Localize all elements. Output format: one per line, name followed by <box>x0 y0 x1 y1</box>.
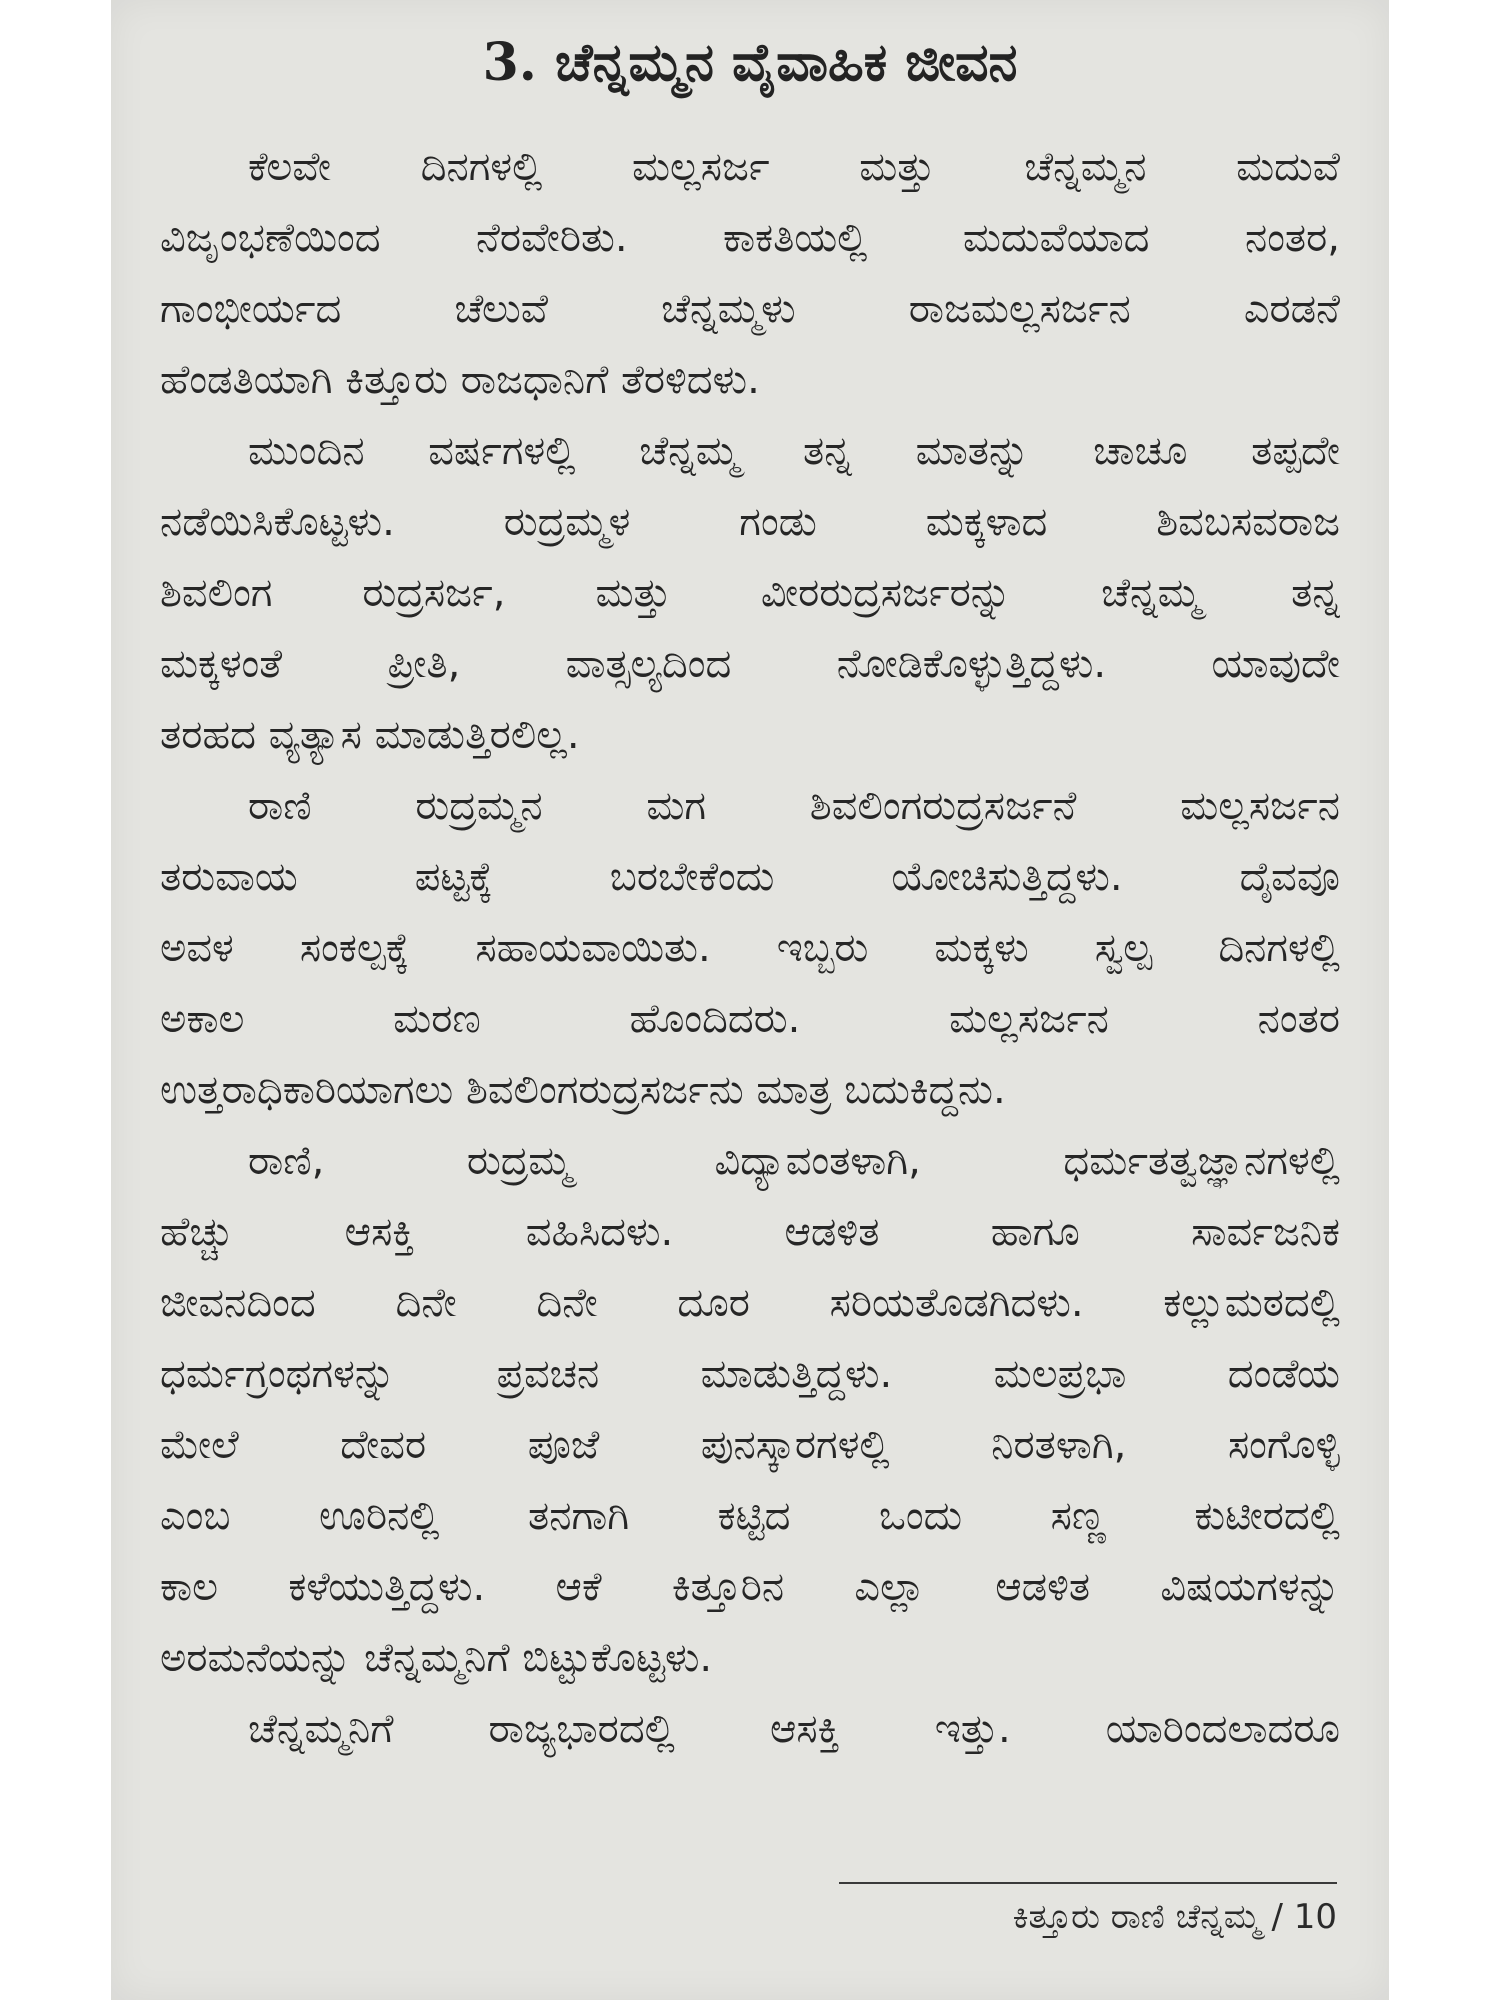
text-line: ತರುವಾಯ ಪಟ್ಟಕ್ಕೆ ಬರಬೇಕೆಂದು ಯೋಚಿಸುತ್ತಿದ್ದಳು. ದೈವವೂ <box>160 854 1340 900</box>
text-line: ಶಿವಲಿಂಗ ರುದ್ರಸರ್ಜ, ಮತ್ತು ವೀರರುದ್ರಸರ್ಜರನ್ನು ಚೆನ್ನಮ್ಮ ತನ್ನ <box>160 570 1340 616</box>
paragraph-2 <box>160 416 1340 771</box>
text-line: ಕಾಲ ಕಳೆಯುತ್ತಿದ್ದಳು. ಆಕೆ ಕಿತ್ತೂರಿನ ಎಲ್ಲಾ ಆಡಳಿತ ವಿಷಯಗಳನ್ನು <box>160 1564 1340 1610</box>
text-line: ಮೇಲೆ ದೇವರ ಪೂಜೆ ಪುನಸ್ಕಾರಗಳಲ್ಲಿ ನಿರತಳಾಗಿ, ಸಂಗೊಳ್ಳಿ <box>160 1422 1340 1468</box>
paragraph-5 <box>160 1694 1340 1765</box>
scanned-page <box>111 0 1389 2000</box>
text-line: ಹೆಂಡತಿಯಾಗಿ ಕಿತ್ತೂರು ರಾಜಧಾನಿಗೆ ತೆರಳಿದಳು. <box>160 357 760 403</box>
chapter-title: 3. ಚೆನ್ನಮ್ಮನ ವೈವಾಹಿಕ ಜೀವನ <box>482 32 1018 93</box>
text-line: ಚೆನ್ನಮ್ಮನಿಗೆ ರಾಜ್ಯಭಾರದಲ್ಲಿ ಆಸಕ್ತಿ ಇತ್ತು. ಯಾರಿಂದಲಾದರೂ <box>248 1706 1340 1752</box>
paragraph-4 <box>160 1126 1340 1694</box>
text-line: ಎಂಬ ಊರಿನಲ್ಲಿ ತನಗಾಗಿ ಕಟ್ಟಿದ ಒಂದು ಸಣ್ಣ ಕುಟೀರದಲ್ಲಿ <box>160 1493 1340 1539</box>
text-line: ಉತ್ತರಾಧಿಕಾರಿಯಾಗಲು ಶಿವಲಿಂಗರುದ್ರಸರ್ಜನು ಮಾತ್ರ ಬದುಕಿದ್ದನು. <box>160 1067 1006 1113</box>
text-line: ರಾಣಿ ರುದ್ರಮ್ಮನ ಮಗ ಶಿವಲಿಂಗರುದ್ರಸರ್ಜನೆ ಮಲ್ಲಸರ್ಜನ <box>248 783 1340 829</box>
text-line: ಮಕ್ಕಳಂತೆ ಪ್ರೀತಿ, ವಾತ್ಸಲ್ಯದಿಂದ ನೋಡಿಕೊಳ್ಳುತ್ತಿದ್ದಳು. ಯಾವುದೇ <box>160 641 1340 687</box>
text-line: ವಿಜೃಂಭಣೆಯಿಂದ ನೆರವೇರಿತು. ಕಾಕತಿಯಲ್ಲಿ ಮದುವೆಯಾದ ನಂತರ, <box>160 215 1340 261</box>
text-line: ಅರಮನೆಯನ್ನು ಚೆನ್ನಮ್ಮನಿಗೆ ಬಿಟ್ಟುಕೊಟ್ಟಳು. <box>160 1635 713 1681</box>
text-line: ಕೆಲವೇ ದಿನಗಳಲ್ಲಿ ಮಲ್ಲಸರ್ಜ ಮತ್ತು ಚೆನ್ನಮ್ಮನ ಮದುವೆ <box>248 144 1340 190</box>
paragraph-1 <box>160 132 1340 416</box>
text-line: ನಡೆಯಿಸಿಕೊಟ್ಟಳು. ರುದ್ರಮ್ಮಳ ಗಂಡು ಮಕ್ಕಳಾದ ಶಿವಬಸವರಾಜ <box>160 499 1340 545</box>
text-line: ಜೀವನದಿಂದ ದಿನೇ ದಿನೇ ದೂರ ಸರಿಯತೊಡಗಿದಳು. ಕಲ್ಲುಮಠದಲ್ಲಿ <box>160 1280 1340 1326</box>
text-line: ಧರ್ಮಗ್ರಂಥಗಳನ್ನು ಪ್ರವಚನ ಮಾಡುತ್ತಿದ್ದಳು. ಮಲಪ್ರಭಾ ದಂಡೆಯ <box>160 1351 1340 1397</box>
page-footer: ಕಿತ್ತೂರು ರಾಣಿ ಚೆನ್ನಮ್ಮ / 10 <box>1012 1897 1337 1937</box>
text-line: ತರಹದ ವ್ಯತ್ಯಾಸ ಮಾಡುತ್ತಿರಲಿಲ್ಲ. <box>160 712 580 758</box>
text-line: ಮುಂದಿನ ವರ್ಷಗಳಲ್ಲಿ ಚೆನ್ನಮ್ಮ ತನ್ನ ಮಾತನ್ನು ಚಾಚೂ ತಪ್ಪದೇ <box>248 428 1340 474</box>
text-line: ಅವಳ ಸಂಕಲ್ಪಕ್ಕೆ ಸಹಾಯವಾಯಿತು. ಇಬ್ಬರು ಮಕ್ಕಳು ಸ್ವಲ್ಪ ದಿನಗಳಲ್ಲಿ <box>160 925 1340 971</box>
text-line: ಹೆಚ್ಚು ಆಸಕ್ತಿ ವಹಿಸಿದಳು. ಆಡಳಿತ ಹಾಗೂ ಸಾರ್ವಜನಿಕ <box>160 1209 1340 1255</box>
paragraph-3 <box>160 771 1340 1126</box>
footer-divider <box>839 1882 1337 1884</box>
text-line: ಗಾಂಭೀರ್ಯದ ಚೆಲುವೆ ಚೆನ್ನಮ್ಮಳು ರಾಜಮಲ್ಲಸರ್ಜನ ಎರಡನೆ <box>160 286 1340 332</box>
text-line: ಅಕಾಲ ಮರಣ ಹೊಂದಿದರು. ಮಲ್ಲಸರ್ಜನ ನಂತರ <box>160 996 1340 1042</box>
body-text <box>160 132 1340 1765</box>
text-line: ರಾಣಿ, ರುದ್ರಮ್ಮ ವಿದ್ಯಾವಂತಳಾಗಿ, ಧರ್ಮತತ್ವಜ್ಞಾನಗಳಲ್ಲಿ <box>248 1138 1340 1184</box>
